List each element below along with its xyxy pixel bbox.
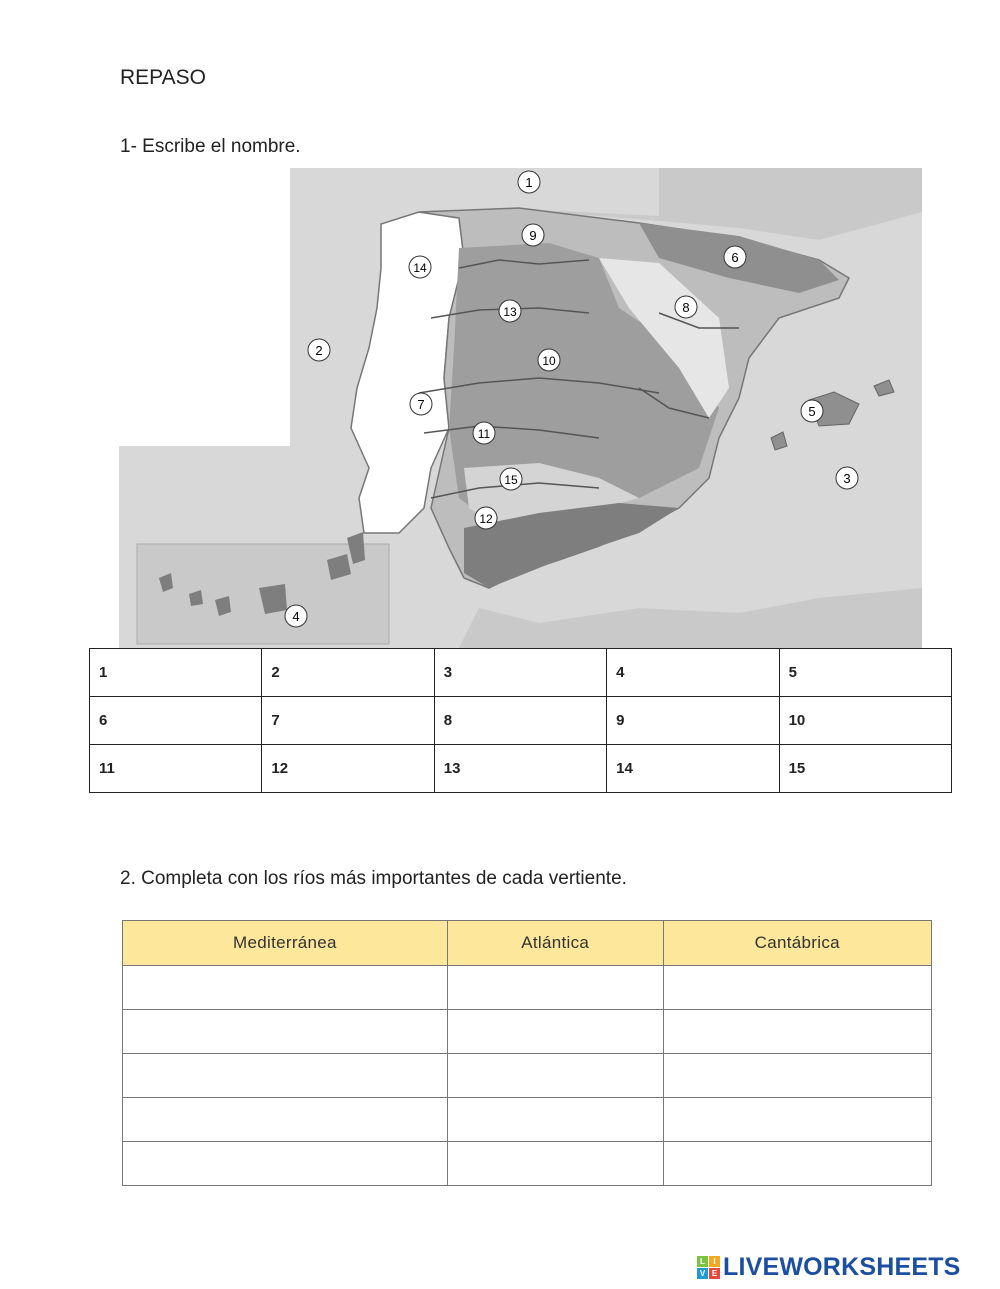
page-title: REPASO: [120, 66, 206, 89]
map-marker-3: [836, 467, 858, 489]
header-mediterranea: Mediterránea: [123, 921, 448, 966]
table-row: [123, 1098, 932, 1142]
question-1-prompt: 1- Escribe el nombre.: [120, 136, 301, 157]
river-input-cell[interactable]: [123, 1098, 448, 1142]
answer-cell-2[interactable]: 2: [262, 649, 434, 697]
rivers-table: [122, 920, 932, 1186]
svg-text:3: 3: [843, 471, 851, 486]
liveworksheets-logo[interactable]: [697, 1253, 961, 1282]
river-input-cell[interactable]: [123, 1142, 448, 1186]
answer-cell-1[interactable]: 1: [90, 649, 262, 697]
map-marker-11: [473, 422, 495, 444]
spain-relief-map: [119, 168, 922, 648]
svg-text:10: 10: [542, 354, 556, 368]
map-marker-2: [308, 339, 330, 361]
answer-cell-13[interactable]: 13: [434, 745, 606, 793]
table-row: [123, 966, 932, 1010]
answer-cell-7[interactable]: 7: [262, 697, 434, 745]
river-input-cell[interactable]: [663, 1098, 931, 1142]
svg-text:6: 6: [731, 250, 739, 265]
header-cantabrica: Cantábrica: [663, 921, 931, 966]
answer-cell-9[interactable]: 9: [607, 697, 779, 745]
table-row: [123, 1010, 932, 1054]
river-input-cell[interactable]: [663, 1142, 931, 1186]
map-marker-7: [410, 393, 432, 415]
map-marker-1: [518, 171, 540, 193]
map-marker-15: [500, 468, 522, 490]
map-marker-13: [499, 300, 521, 322]
answer-cell-10[interactable]: 10: [779, 697, 951, 745]
answer-cell-3[interactable]: 3: [434, 649, 606, 697]
table-row: [123, 1054, 932, 1098]
svg-text:1: 1: [525, 175, 533, 190]
table-header-row: [123, 921, 932, 966]
map-answer-grid: [89, 648, 952, 793]
river-input-cell[interactable]: [123, 966, 448, 1010]
river-input-cell[interactable]: [447, 1010, 663, 1054]
map-marker-8: [675, 296, 697, 318]
river-input-cell[interactable]: [123, 1010, 448, 1054]
brand-name: LIVEWORKSHEETS: [723, 1253, 961, 1281]
table-row: [90, 745, 952, 793]
svg-text:13: 13: [503, 305, 517, 319]
river-input-cell[interactable]: [447, 1142, 663, 1186]
svg-text:9: 9: [529, 228, 537, 243]
table-row: [90, 697, 952, 745]
svg-text:15: 15: [504, 473, 518, 487]
map-marker-10: [538, 349, 560, 371]
svg-text:14: 14: [413, 261, 427, 275]
river-input-cell[interactable]: [663, 966, 931, 1010]
answer-cell-15[interactable]: 15: [779, 745, 951, 793]
svg-text:5: 5: [808, 404, 816, 419]
svg-text:11: 11: [477, 427, 491, 441]
answer-cell-4[interactable]: 4: [607, 649, 779, 697]
map-marker-5: [801, 400, 823, 422]
svg-text:2: 2: [315, 343, 323, 358]
river-input-cell[interactable]: [447, 1098, 663, 1142]
answer-cell-14[interactable]: 14: [607, 745, 779, 793]
river-input-cell[interactable]: [663, 1054, 931, 1098]
map-marker-6: [724, 246, 746, 268]
svg-text:12: 12: [479, 512, 493, 526]
answer-cell-8[interactable]: 8: [434, 697, 606, 745]
table-row: [90, 649, 952, 697]
svg-text:8: 8: [682, 300, 690, 315]
map-marker-4: [285, 605, 307, 627]
question-2-prompt: 2. Completa con los ríos más importantes de cada vertiente.: [120, 868, 627, 889]
answer-cell-6[interactable]: 6: [90, 697, 262, 745]
liveworksheets-logo-icon: L I V E: [697, 1256, 720, 1279]
answer-cell-5[interactable]: 5: [779, 649, 951, 697]
header-atlantica: Atlántica: [447, 921, 663, 966]
river-input-cell[interactable]: [447, 966, 663, 1010]
svg-text:4: 4: [292, 609, 300, 624]
river-input-cell[interactable]: [447, 1054, 663, 1098]
answer-cell-12[interactable]: 12: [262, 745, 434, 793]
river-input-cell[interactable]: [123, 1054, 448, 1098]
svg-text:7: 7: [417, 397, 425, 412]
answer-cell-11[interactable]: 11: [90, 745, 262, 793]
river-input-cell[interactable]: [663, 1010, 931, 1054]
map-marker-14: [409, 256, 431, 278]
map-marker-9: [522, 224, 544, 246]
map-marker-12: [475, 507, 497, 529]
table-row: [123, 1142, 932, 1186]
